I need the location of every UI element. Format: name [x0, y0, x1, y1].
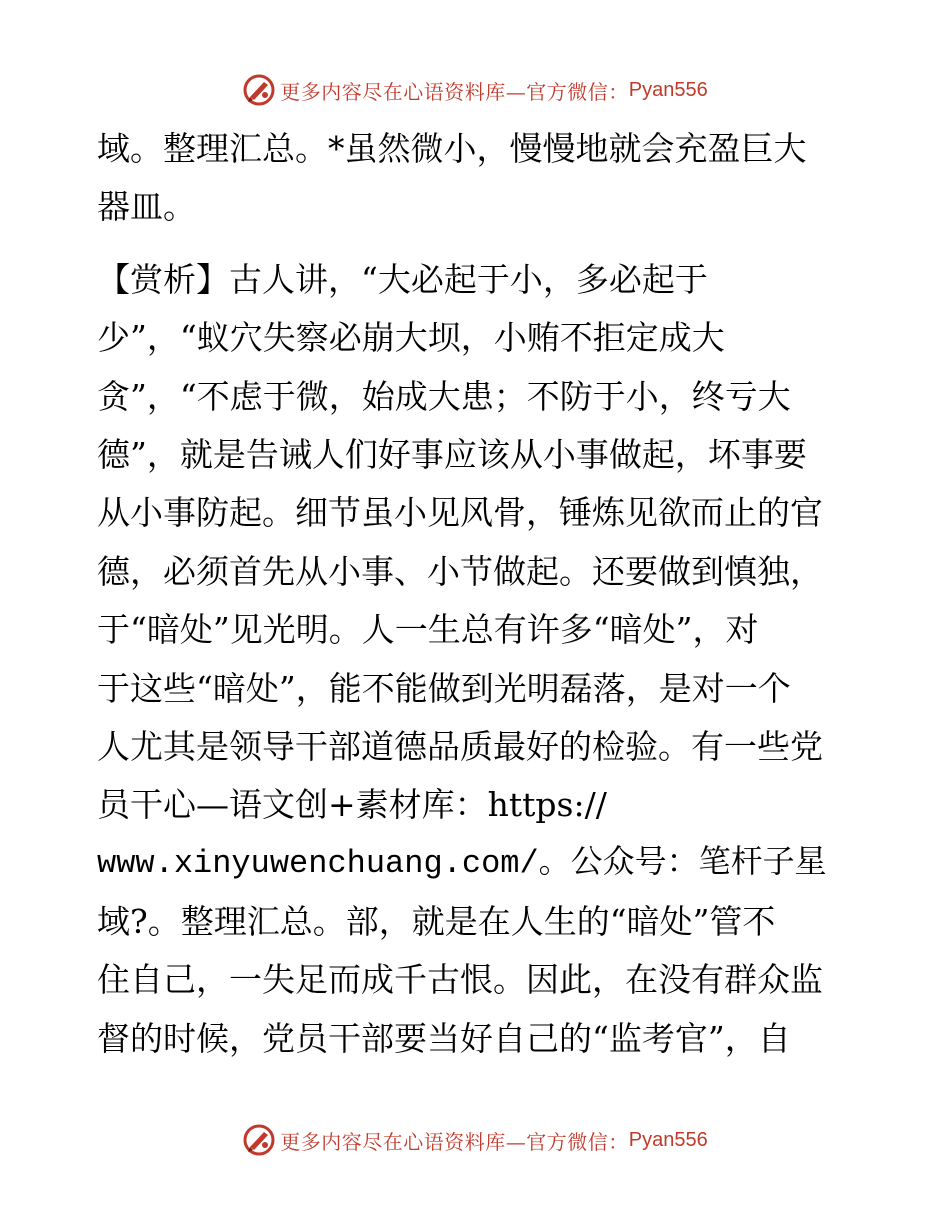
footer-banner-text: 更多内容尽在心语资料库—官方微信： — [280, 1129, 629, 1154]
text-line: 德，必须首先从小事、小节做起。还要做到慎独， — [97, 551, 823, 591]
text-line: 于这些“暗处”，能不能做到光明磊落，是对一个 — [97, 668, 791, 708]
text-line: 贪”，“不虑于微，始成大患；不防于小，终亏大 — [97, 376, 791, 416]
header-banner-text: 更多内容尽在心语资料库—官方微信： — [280, 79, 629, 104]
text-line: 少”，“蚁穴失察必崩大坝，小贿不拒定成大 — [97, 318, 725, 358]
pen-logo-icon — [242, 73, 276, 107]
url-line: www.xinyuwenchuang.com/。公众号：笔杆子星 — [97, 844, 827, 882]
text-line: 【赏析】古人讲，“大必起于小，多必起于 — [97, 259, 708, 299]
text-line: 于“暗处”见光明。人一生总有许多“暗处”，对 — [97, 610, 759, 650]
text-line: 域?。整理汇总。部，就是在人生的“暗处”管不 — [97, 902, 776, 942]
pen-logo-icon — [242, 1123, 276, 1157]
text-line: 人尤其是领导干部道德品质最好的检验。有一些党 — [97, 726, 823, 766]
text-line: 器皿。 — [97, 187, 196, 227]
footer-wechat-account: Pyan556 — [628, 1128, 708, 1151]
text-line: 域。整理汇总。*虽然微小，慢慢地就会充盈巨大 — [97, 129, 807, 168]
text-line: 督的时候，党员干部要当好自己的“监考官”，自 — [97, 1018, 791, 1058]
header-wechat-account: Pyan556 — [628, 78, 708, 101]
header-banner — [0, 70, 950, 110]
text-line: 德”，就是告诫人们好事应该从小事做起，坏事要 — [97, 434, 807, 474]
document-body — [97, 120, 857, 1068]
text-line: 从小事防起。细节虽小见风骨，锤炼见欲而止的官 — [97, 493, 823, 533]
text-line: 员干心—语文创+素材库：https:// — [97, 785, 607, 825]
text-line: 住自己，一失足而成千古恨。因此，在没有群众监 — [97, 960, 823, 1000]
footer-banner — [0, 1120, 950, 1160]
